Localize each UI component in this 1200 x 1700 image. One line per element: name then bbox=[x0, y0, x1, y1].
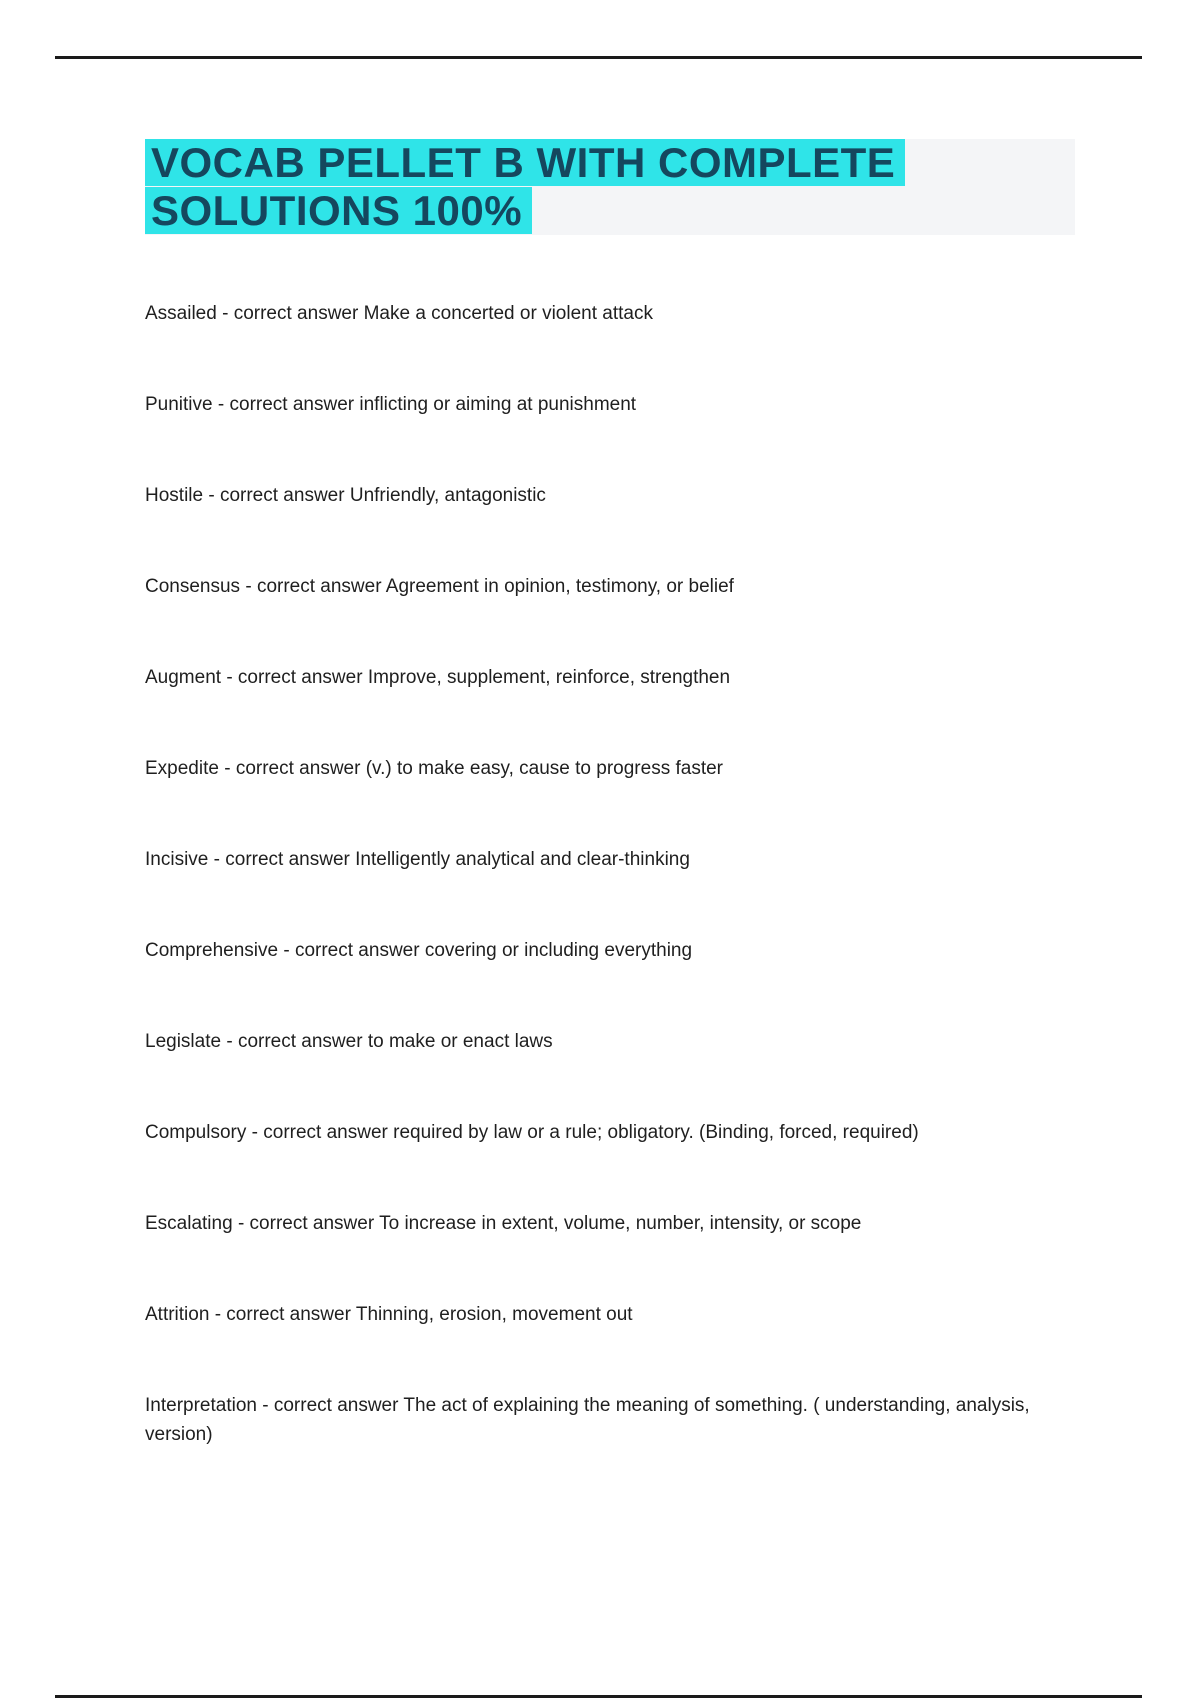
vocab-definition: Improve, supplement, reinforce, strengthen bbox=[367, 667, 731, 688]
vocab-definition: required by law or a rule; obligatory. (Binding, forced, required) bbox=[393, 1122, 919, 1143]
vocab-term: Legislate bbox=[145, 1031, 222, 1052]
vocab-term: Compulsory bbox=[145, 1122, 247, 1143]
answer-separator: - correct answer bbox=[283, 940, 420, 961]
vocab-definition: inflicting or aiming at punishment bbox=[359, 394, 637, 415]
bottom-divider bbox=[55, 1695, 1142, 1698]
vocab-term: Augment bbox=[145, 667, 222, 688]
vocab-definition: covering or including everything bbox=[424, 940, 693, 961]
vocab-definition: Make a concerted or violent attack bbox=[363, 303, 653, 324]
vocab-definition: Thinning, erosion, movement out bbox=[355, 1304, 633, 1325]
answer-separator: - correct answer bbox=[217, 394, 355, 415]
vocab-term: Attrition bbox=[145, 1304, 210, 1325]
answer-separator: - correct answer bbox=[213, 849, 350, 870]
vocab-entry bbox=[145, 1027, 1080, 1056]
vocab-term: Incisive bbox=[145, 849, 209, 870]
vocab-definition: Intelligently analytical and clear-thinking bbox=[355, 849, 690, 870]
answer-separator: - correct answer bbox=[245, 576, 382, 597]
vocab-entry bbox=[145, 1391, 1080, 1449]
vocab-definition: to make or enact laws bbox=[367, 1031, 553, 1052]
vocab-definition: To increase in extent, volume, number, intensity, or scope bbox=[379, 1213, 862, 1234]
vocab-definition: Agreement in opinion, testimony, or belief bbox=[385, 576, 734, 597]
vocab-term: Escalating bbox=[145, 1213, 233, 1234]
answer-separator: - correct answer bbox=[226, 667, 363, 688]
vocab-definition: (v.) to make easy, cause to progress faster bbox=[365, 758, 723, 779]
page-title bbox=[145, 139, 1075, 235]
vocab-term: Interpretation bbox=[145, 1395, 257, 1416]
vocab-term: Expedite bbox=[145, 758, 219, 779]
answer-separator: - correct answer bbox=[222, 303, 359, 324]
answer-separator: - correct answer bbox=[208, 485, 345, 506]
vocab-entry bbox=[145, 390, 1080, 419]
answer-separator: - correct answer bbox=[262, 1395, 399, 1416]
vocab-entry bbox=[145, 663, 1080, 692]
answer-separator: - correct answer bbox=[224, 758, 361, 779]
vocab-entry bbox=[145, 845, 1080, 874]
answer-separator: - correct answer bbox=[226, 1031, 363, 1052]
vocab-entry bbox=[145, 1209, 1080, 1238]
answer-separator: - correct answer bbox=[237, 1213, 375, 1234]
vocab-entry bbox=[145, 754, 1080, 783]
vocab-entry bbox=[145, 1300, 1080, 1329]
top-divider bbox=[55, 56, 1142, 59]
vocab-term: Comprehensive bbox=[145, 940, 279, 961]
vocab-definition: Unfriendly, antagonistic bbox=[349, 485, 546, 506]
page-content bbox=[145, 139, 1080, 1449]
page-title-line-1: VOCAB PELLET B WITH COMPLETE bbox=[145, 139, 905, 186]
vocab-term: Consensus bbox=[145, 576, 241, 597]
vocab-entry bbox=[145, 572, 1080, 601]
page-title-line-2: SOLUTIONS 100% bbox=[145, 187, 532, 234]
answer-separator: - correct answer bbox=[251, 1122, 388, 1143]
vocab-term: Assailed bbox=[145, 303, 217, 324]
vocab-entry bbox=[145, 481, 1080, 510]
vocab-definition: The act of explaining the meaning of something. ( understanding, analysis, version) bbox=[145, 1395, 1030, 1445]
title-block bbox=[145, 139, 1075, 235]
vocab-entry bbox=[145, 936, 1080, 965]
answer-separator: - correct answer bbox=[214, 1304, 351, 1325]
vocab-term: Hostile bbox=[145, 485, 204, 506]
vocab-term: Punitive bbox=[145, 394, 213, 415]
vocab-entry bbox=[145, 1118, 1080, 1147]
vocab-entry bbox=[145, 299, 1080, 328]
vocab-list bbox=[145, 299, 1080, 1449]
